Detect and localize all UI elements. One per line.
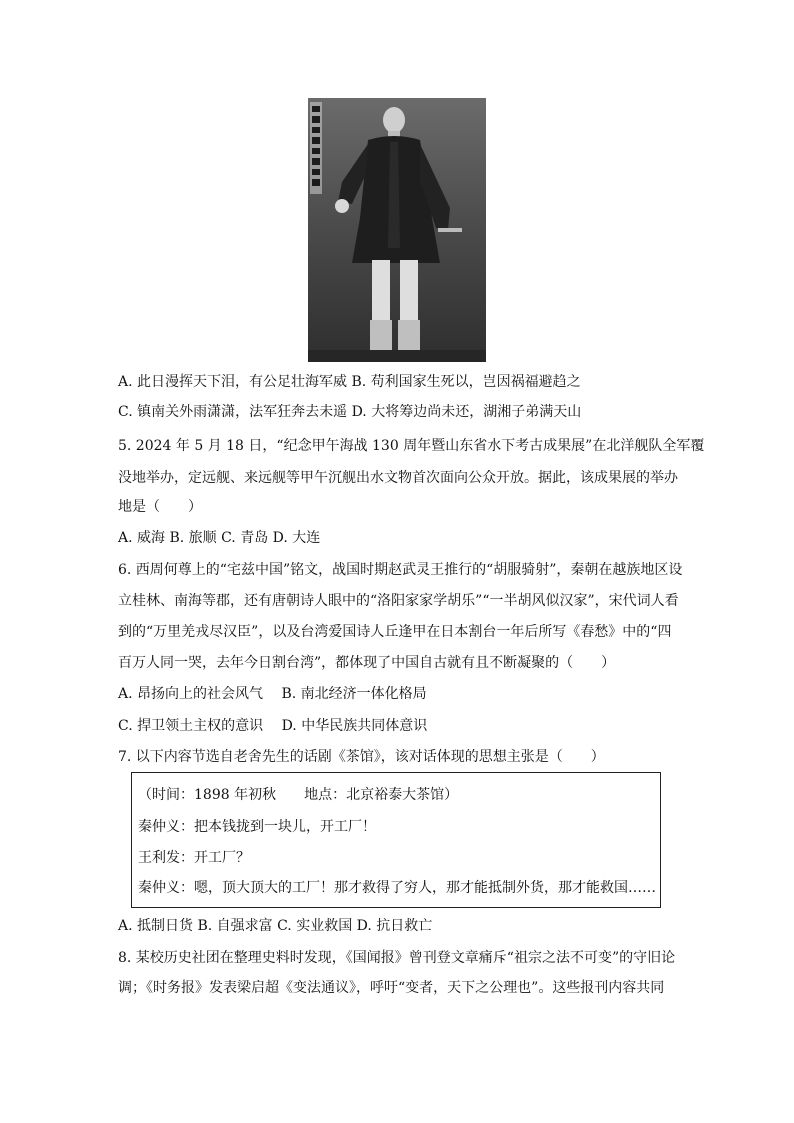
q6-stem-line-1: 6. 西周何尊上的“宅兹中国”铭文，战国时期赵武灵王推行的“胡服骑射”，秦朝在越族地区设 — [118, 562, 683, 578]
q5-stem-line-3: 地是（ ） — [118, 499, 202, 515]
q6-stem-line-2: 立桂林、南海等郡，还有唐朝诗人眼中的“洛阳家家学胡乐”“一半胡风似汉家”，宋代词人看 — [118, 593, 679, 609]
q6-stem-line-4: 百万人同一哭，去年今日割台湾”，都体现了中国自古就有且不断凝聚的（ ） — [118, 655, 616, 671]
q8-stem-line-2: 调；《时务报》发表梁启超《变法通议》，呼吁“变者，天下之公理也”。这些报刊内容共同 — [118, 980, 665, 996]
dialogue-line-1: 秦仲义：把本钱拢到一块儿，开工厂！ — [138, 819, 376, 835]
q5-options: A. 威海 B. 旅顺 C. 青岛 D. 大连 — [118, 530, 321, 546]
q6-options-cd: C. 捍卫领土主权的意识 D. 中华民族共同体意识 — [118, 718, 428, 734]
dialogue-line-3: 秦仲义：嗯，顶大顶大的工厂！那才救得了穷人，那才能抵制外货，那才能救国…… — [138, 880, 656, 896]
dialogue-line-2: 王利发：开工厂？ — [138, 850, 250, 866]
portrait-illustration — [308, 98, 486, 362]
q7-dialogue-box — [131, 772, 661, 908]
q7-stem: 7. 以下内容节选自老舍先生的话剧《茶馆》，该对话体现的思想主张是（ ） — [118, 749, 605, 765]
q4-option-line-2: C. 镇南关外雨潇潇，法军狂奔去未遥 D. 大将筹边尚未还，湖湘子弟满天山 — [118, 404, 582, 420]
historical-photo — [308, 98, 486, 362]
q8-stem-line-1: 8. 某校历史社团在整理史料时发现，《国闻报》曾刊登文章痛斥“祖宗之法不可变”的守旧论 — [118, 950, 676, 966]
q6-options-ab: A. 昂扬向上的社会风气 B. 南北经济一体化格局 — [118, 686, 427, 702]
q6-stem-line-3: 到的“万里羌戎尽汉臣”，以及台湾爱国诗人丘逢甲在日本割台一年后所写《春愁》中的“四 — [118, 624, 672, 640]
q7-options: A. 抵制日货 B. 自强求富 C. 实业救国 D. 抗日救亡 — [118, 918, 433, 934]
q4-option-line-1: A. 此日漫挥天下泪，有公足壮海军威 B. 苟利国家生死以，岂因祸福避趋之 — [118, 374, 581, 390]
q5-stem-line-2: 没地举办，定远舰、来远舰等甲午沉舰出水文物首次面向公众开放。据此，该成果展的举办 — [118, 470, 678, 486]
q5-stem-line-1: 5. 2024 年 5 月 18 日，“纪念甲午海战 130 周年暨山东省水下考古成果展”在北洋舰队全军覆 — [118, 438, 705, 454]
dialogue-setting: （时间：1898 年初秋 地点：北京裕泰大茶馆） — [138, 787, 459, 803]
